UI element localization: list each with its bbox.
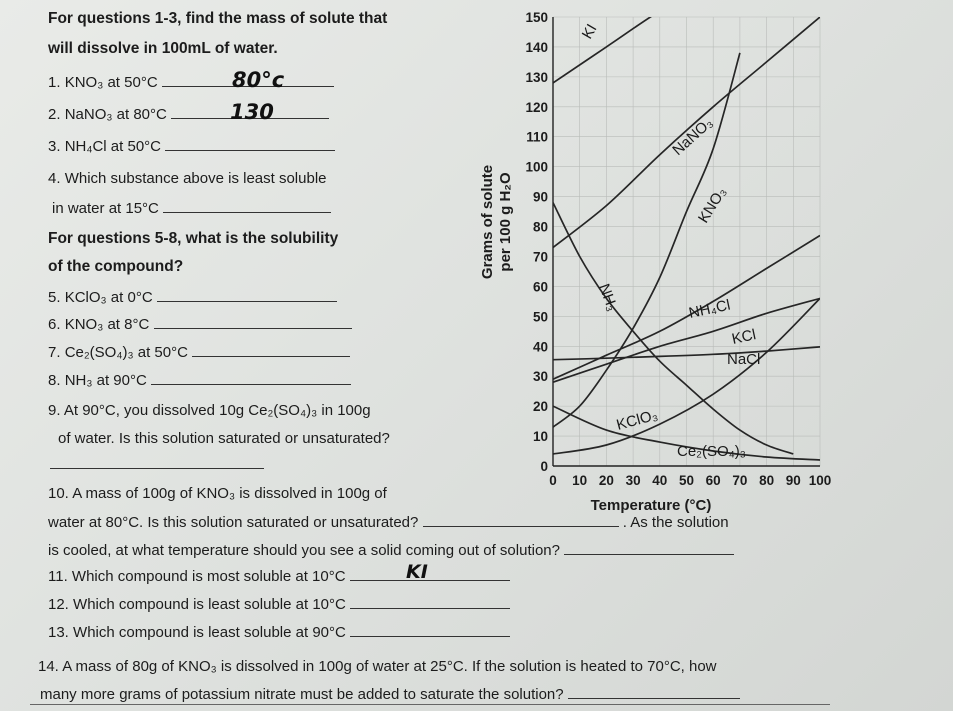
question-10 (48, 485, 387, 503)
section-header-5-8: For questions 5-8, what is the solubility (48, 230, 339, 247)
question-13 (48, 622, 510, 642)
handwritten-answer-1: 80°c (232, 68, 285, 92)
y-tick-label: 30 (532, 369, 548, 385)
x-tick-label: 40 (652, 473, 668, 488)
y-tick-label: 130 (525, 69, 548, 85)
y-tick-label: 120 (525, 99, 548, 115)
question-text: many more grams of potassium nitrate must be added to saturate the solution? (40, 686, 564, 703)
series-label-nano: NaNO₃ (669, 114, 717, 159)
series-line-kno (553, 53, 740, 427)
answer-blank[interactable] (350, 622, 510, 637)
answer-blank[interactable] (154, 314, 352, 329)
question-text: Which compound is least soluble at 90°C (73, 624, 346, 641)
y-tick-label: 110 (526, 129, 548, 145)
question-6 (48, 314, 352, 334)
y-tick-label: 100 (525, 159, 548, 175)
series-line-kcl (553, 298, 820, 382)
question-number: 1. (48, 74, 61, 91)
section-header-5-8-line2: of the compound? (48, 258, 184, 275)
x-tick-label: 70 (732, 473, 748, 488)
x-tick-label: 20 (598, 473, 614, 488)
series-label-kcl: KCl (730, 326, 758, 348)
series-label-nhcl: NH₄Cl (687, 296, 732, 322)
question-number: 11. (48, 568, 68, 585)
question-number: 9. (48, 402, 61, 419)
section-header-1-3: For questions 1-3, find the mass of solute that (48, 10, 388, 27)
chart-y-axis-label-line2: per 100 g H₂O (497, 172, 514, 272)
question-text: water at 80°C. Is this solution saturated or unsaturated? (48, 514, 419, 531)
question-text: A mass of 80g of KNO₃ is dissolved in 100g of water at 25°C. If the solution is heated to 70°C, how (62, 658, 717, 675)
series-line-kclo (553, 298, 820, 454)
question-10-line3 (48, 540, 734, 560)
series-line-nhcl (553, 236, 820, 380)
answer-blank[interactable] (192, 342, 350, 357)
series-label-kclo: KClO₃ (614, 406, 660, 434)
question-4 (48, 170, 327, 188)
answer-blank[interactable] (163, 198, 331, 213)
y-tick-label: 0 (540, 459, 548, 474)
question-text: Ce₂(SO₄)₃ at 50°C (64, 344, 188, 361)
question-1 (48, 72, 334, 92)
question-number: 2. (48, 106, 61, 123)
y-tick-label: 80 (532, 219, 548, 235)
question-3 (48, 136, 335, 156)
question-11 (48, 566, 510, 586)
series-label-kno: KNO₃ (694, 184, 730, 227)
question-text: Which substance above is least soluble (64, 170, 327, 187)
page-bottom-rule (30, 704, 830, 705)
series-label-ceso: Ce₂(SO₄)₃ (677, 443, 746, 460)
answer-blank[interactable] (151, 370, 351, 385)
handwritten-answer-2: 130 (230, 100, 274, 124)
question-text: KClO₃ at 0°C (64, 289, 153, 306)
question-number: 8. (48, 372, 61, 389)
question-number: 7. (48, 344, 61, 361)
x-tick-label: 90 (785, 473, 801, 488)
y-tick-label: 10 (532, 429, 548, 445)
question-text: NH₃ at 90°C (64, 372, 147, 389)
question-number: 3. (48, 138, 61, 155)
series-line-ceso (553, 406, 820, 460)
question-5 (48, 287, 337, 307)
chart-series-labels (579, 21, 761, 460)
answer-blank[interactable] (165, 136, 335, 151)
answer-blank-9[interactable] (50, 454, 264, 469)
y-tick-label: 50 (532, 309, 548, 325)
question-text: NaNO₃ at 80°C (64, 106, 167, 123)
question-text-cont: . As the solution (622, 514, 729, 531)
question-text: is cooled, at what temperature should you see a solid coming out of solution? (48, 542, 560, 559)
series-label-ki: KI (578, 21, 601, 42)
x-tick-label: 100 (808, 473, 832, 488)
question-2 (48, 104, 329, 124)
x-tick-label: 60 (705, 473, 721, 488)
series-line-ki (553, 0, 820, 83)
y-tick-label: 90 (532, 189, 548, 205)
y-tick-label: 40 (532, 339, 548, 355)
question-number: 5. (48, 289, 61, 306)
answer-blank[interactable] (157, 287, 337, 302)
x-tick-label: 10 (572, 473, 588, 488)
question-number: 4. (48, 170, 61, 187)
series-label-nh: NH₃ (595, 281, 621, 314)
question-9-line2: of water. Is this solution saturated or unsaturated? (58, 430, 390, 447)
question-number: 12. (48, 596, 69, 613)
answer-blank[interactable] (568, 684, 740, 699)
question-number: 10. (48, 485, 69, 502)
question-14 (38, 658, 717, 676)
chart-x-axis-label: Temperature (°C) (590, 497, 712, 514)
chart-y-axis-label-line1: Grams of solute (479, 164, 496, 280)
question-text: Which compound is most soluble at 10°C (71, 568, 346, 585)
chart-axes (525, 10, 831, 488)
answer-blank[interactable] (350, 566, 510, 581)
y-tick-label: 60 (532, 279, 548, 295)
question-number: 13. (48, 624, 69, 641)
series-line-nh (553, 203, 793, 454)
question-7 (48, 342, 350, 362)
question-12 (48, 594, 510, 614)
x-tick-label: 30 (625, 473, 641, 488)
question-number: 6. (48, 316, 61, 333)
question-10-line2 (48, 512, 729, 532)
chart-series (553, 0, 820, 460)
handwritten-answer-11: KI (406, 561, 428, 583)
question-text: NH₄Cl at 50°C (64, 138, 162, 155)
question-text: KNO₃ at 50°C (64, 74, 158, 91)
y-tick-label: 20 (532, 399, 548, 415)
section-header-1-3-line2: will dissolve in 100mL of water. (48, 40, 278, 57)
question-14-line2 (40, 684, 740, 704)
question-4-line2 (52, 198, 331, 218)
question-text: Which compound is least soluble at 10°C (73, 596, 346, 613)
y-tick-label: 140 (525, 39, 548, 55)
x-tick-label: 80 (759, 473, 775, 488)
question-text: A mass of 100g of KNO₃ is dissolved in 100g of (72, 485, 387, 502)
question-9 (48, 402, 371, 420)
chart-grid (553, 17, 820, 466)
answer-blank[interactable] (423, 512, 619, 527)
x-tick-label: 50 (678, 473, 695, 488)
answer-blank[interactable] (350, 594, 510, 609)
y-tick-label: 70 (532, 249, 548, 265)
y-tick-label: 150 (525, 10, 548, 25)
question-number: 14. (38, 658, 59, 675)
x-tick-label: 0 (549, 473, 557, 488)
question-text: KNO₃ at 8°C (64, 316, 150, 333)
series-label-nacl: NaCl (727, 351, 761, 368)
answer-blank[interactable] (564, 540, 734, 555)
question-8 (48, 370, 351, 390)
series-line-nano (553, 17, 820, 248)
series-line-nacl (553, 347, 820, 360)
question-text: in water at 15°C (52, 200, 159, 217)
question-text: At 90°C, you dissolved 10g Ce₂(SO₄)₃ in 100g (63, 402, 371, 419)
